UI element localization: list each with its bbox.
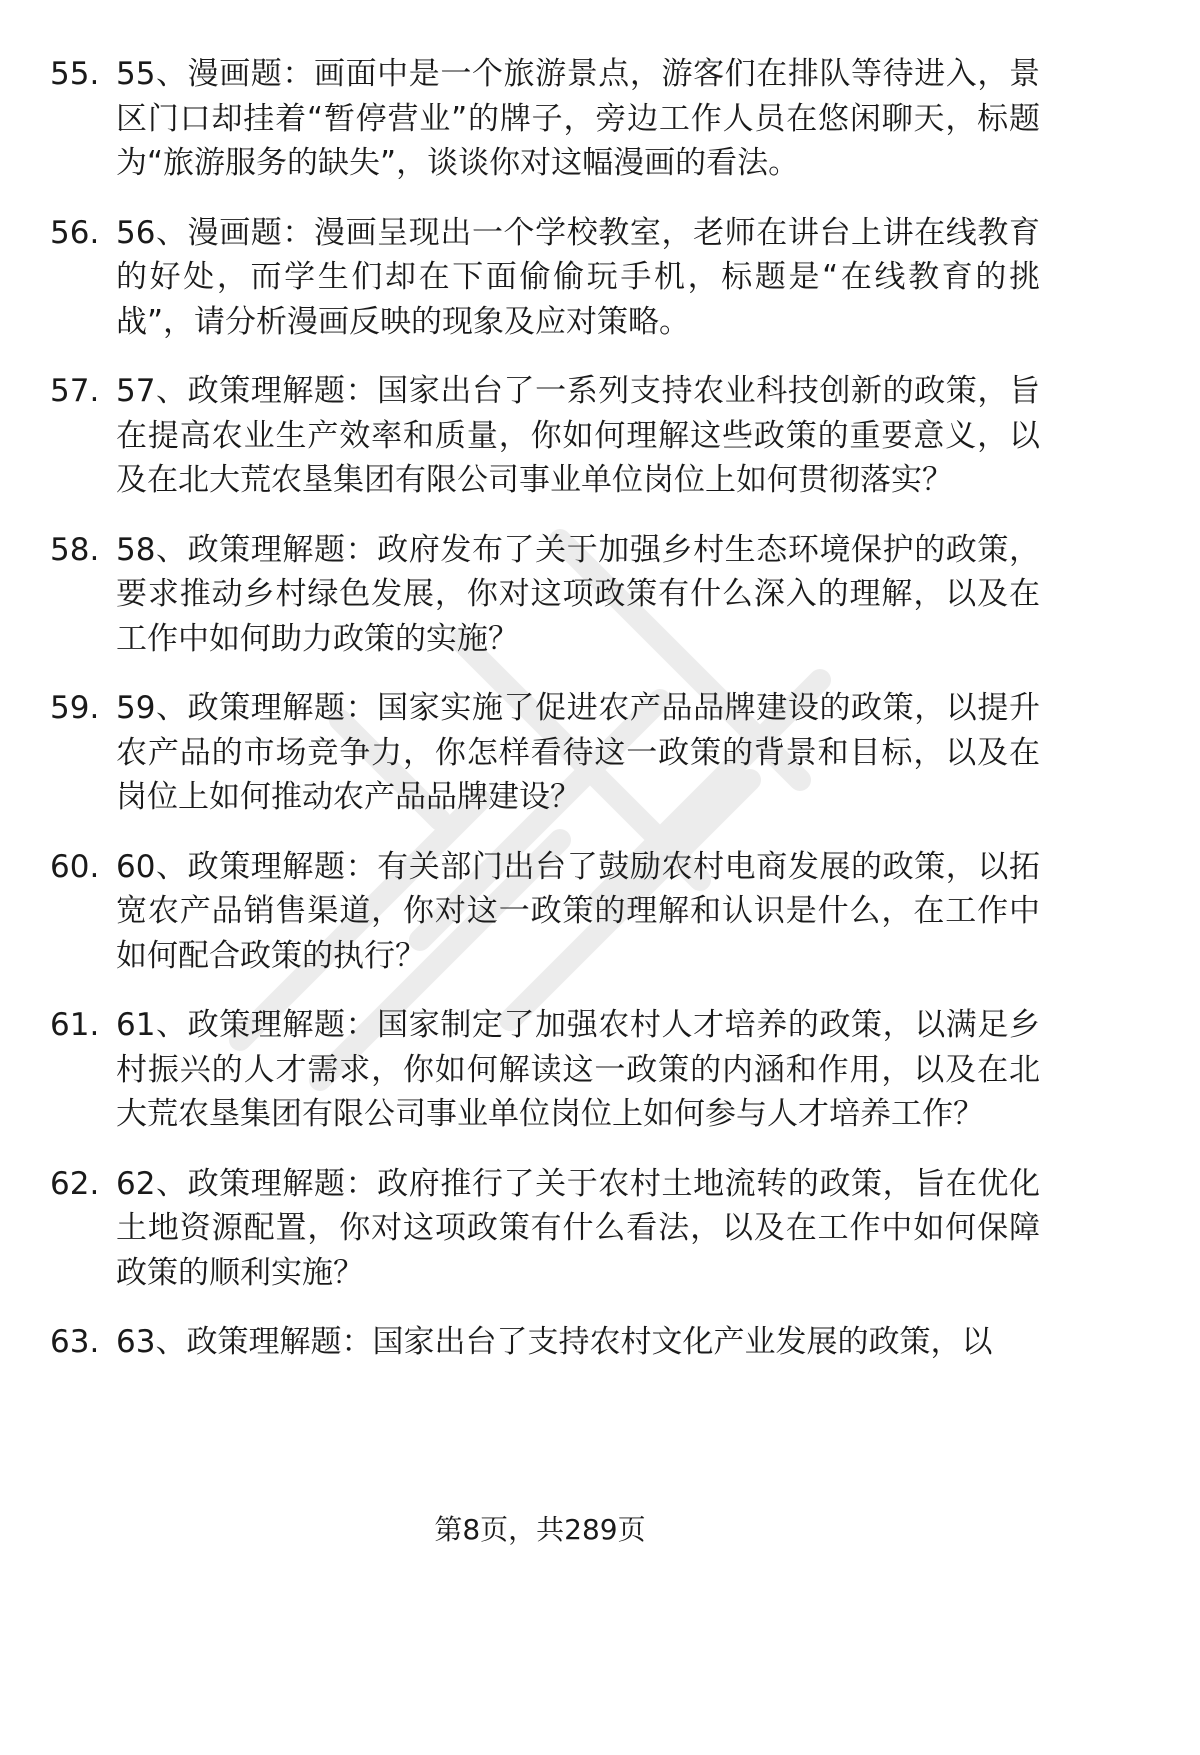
question-text: 57、政策理解题：国家出台了一系列支持农业科技创新的政策，旨在提高农业生产效率和质量，你如何理解这些政策的重要意义，以及在北大荒农垦集团有限公司事业单位岗位上如何贯彻落实？: [116, 373, 1040, 498]
question-text: 63、政策理解题：国家出台了支持农村文化产业发展的政策，以: [116, 1324, 993, 1360]
question-item: [50, 1003, 1040, 1137]
question-item: [50, 1320, 1040, 1365]
question-item: [50, 369, 1040, 503]
question-text: 58、政策理解题：政府发布了关于加强乡村生态环境保护的政策，要求推动乡村绿色发展，你对这项政策有什么深入的理解，以及在工作中如何助力政策的实施？: [116, 531, 1040, 657]
question-text: 56、漫画题：漫画呈现出一个学校教室，老师在讲台上讲在线教育的好处，而学生们却在下面偷偷玩手机，标题是“在线教育的挑战”，请分析漫画反映的现象及应对策略。: [116, 214, 1040, 340]
question-number: 59.: [50, 690, 100, 726]
question-item: [50, 1162, 1040, 1296]
question-number: 56.: [50, 214, 100, 251]
question-number: 60.: [50, 848, 100, 885]
question-item: [50, 686, 1040, 820]
question-number: 58.: [50, 531, 100, 568]
question-item: [50, 52, 1040, 186]
question-text: 61、政策理解题：国家制定了加强农村人才培养的政策，以满足乡村振兴的人才需求，你如何解读这一政策的内涵和作用，以及在北大荒农垦集团有限公司事业单位岗位上如何参与人才培养工作？: [116, 1007, 1040, 1132]
question-text: 55、漫画题：画面中是一个旅游景点，游客们在排队等待进入，景区门口却挂着“暂停营业”的牌子，旁边工作人员在悠闲聊天，标题为“旅游服务的缺失”，谈谈你对这幅漫画的看法。: [116, 56, 1040, 181]
question-number: 57.: [50, 373, 100, 409]
question-text: 59、政策理解题：国家实施了促进农产品品牌建设的政策，以提升农产品的市场竞争力，你怎样看待这一政策的背景和目标，以及在岗位上如何推动农产品品牌建设？: [116, 690, 1040, 815]
question-item: [50, 211, 1040, 345]
question-item: [50, 845, 1040, 979]
question-text: 60、政策理解题：有关部门出台了鼓励农村电商发展的政策，以拓宽农产品销售渠道，你对这一政策的理解和认识是什么，在工作中如何配合政策的执行？: [116, 848, 1040, 974]
question-number: 63.: [50, 1324, 100, 1360]
page-footer: 第8页，共289页: [434, 1513, 646, 1546]
question-text: 62、政策理解题：政府推行了关于农村土地流转的政策，旨在优化土地资源配置，你对这项政策有什么看法，以及在工作中如何保障政策的顺利实施？: [116, 1165, 1040, 1291]
question-item: [50, 528, 1040, 662]
question-number: 62.: [50, 1165, 100, 1202]
question-list: [50, 52, 1040, 1390]
question-number: 61.: [50, 1007, 100, 1043]
question-number: 55.: [50, 56, 100, 92]
